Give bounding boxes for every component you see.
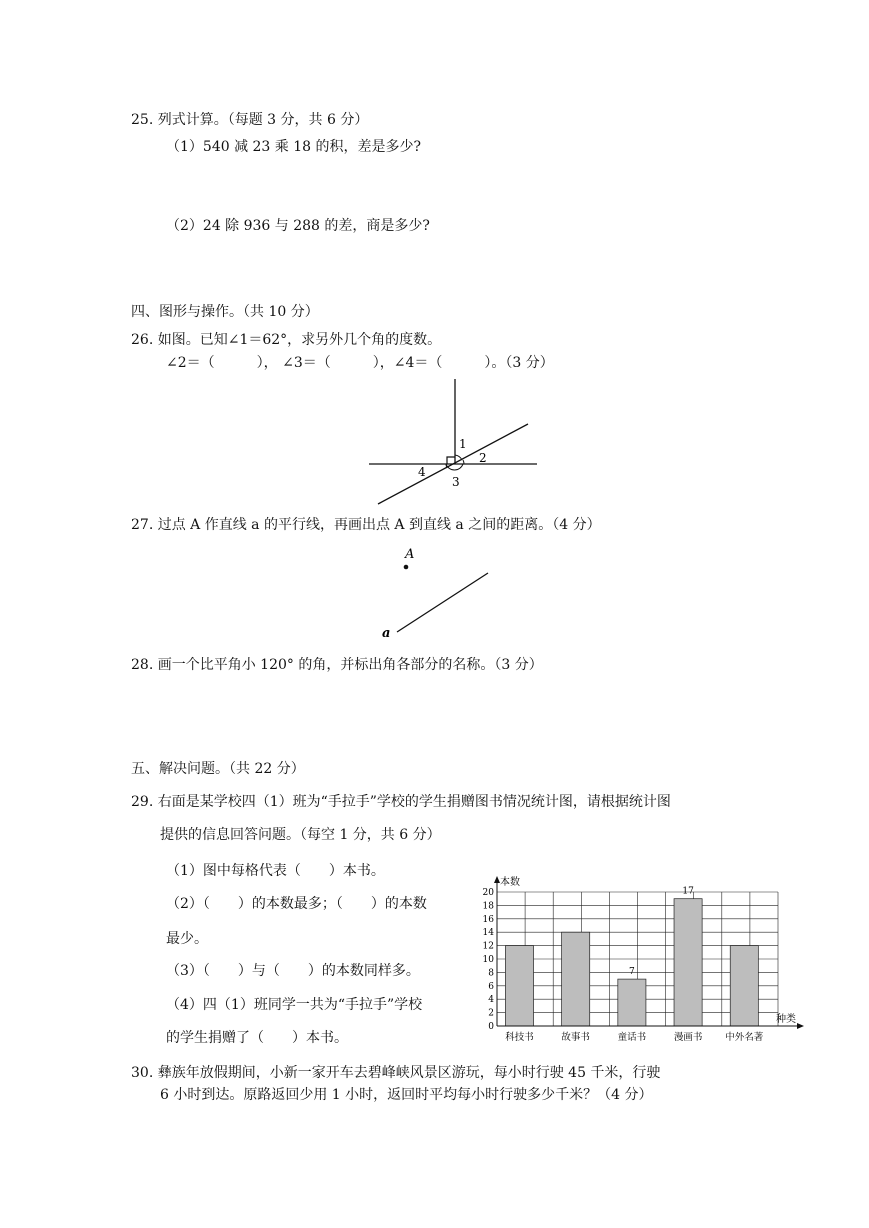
q30-line2: 6 小时到达。原路返回少用 1 小时，返回时平均每小时行驶多少千米？（4 分） (160, 1087, 653, 1103)
x-axis-label: 种类 (776, 1014, 796, 1025)
bar-3 (618, 979, 646, 1026)
y-tick-label: 4 (488, 995, 494, 1006)
angle-label-4: 4 (418, 465, 426, 479)
data-label: 17 (682, 886, 694, 897)
q27-title: 27. 过点 A 作直线 a 的平行线，再画出点 A 到直线 a 之间的距离。（4 分） (131, 517, 601, 533)
q29-sub1: （1）图中每格代表（ ）本书。 (166, 863, 385, 879)
bar-4 (674, 899, 702, 1026)
q30-line1: 30. 彝族年放假期间，小新一家开车去碧峰峡风景区游玩，每小时行驶 45 千米，行驶 (131, 1065, 661, 1081)
point-a-label: A (405, 547, 415, 562)
x-axis-arrow (797, 1023, 804, 1029)
angle-label-3: 3 (452, 475, 460, 489)
y-tick-label: 12 (482, 941, 494, 952)
y-tick-label: 14 (482, 928, 494, 939)
line-a (397, 573, 488, 632)
y-tick-label: 20 (482, 888, 494, 898)
q26-title: 26. 如图。已知∠1＝62°，求另外几个角的度数。 (131, 332, 442, 348)
x-tick-label: 漫画书 (673, 1032, 703, 1043)
book-donation-bar-chart (470, 872, 810, 1044)
q29-title: 29. 右面是某学校四（1）班为“手拉手”学校的学生捐赠图书情况统计图，请根据统计图 (131, 794, 671, 810)
q25-title: 25. 列式计算。（每题 3 分，共 6 分） (131, 112, 369, 128)
bar-5 (730, 946, 758, 1026)
y-tick-label: 16 (482, 914, 494, 925)
line-a-label: a (382, 626, 391, 641)
y-tick-label: 10 (482, 955, 494, 965)
q29-sub3: （3）（ ）与（ ）的本数同样多。 (166, 963, 420, 979)
q29-sub4-cont: 的学生捐赠了（ ）本书。 (166, 1030, 348, 1046)
angle-label-2: 2 (479, 451, 487, 465)
section5-title: 五、解决问题。（共 22 分） (131, 761, 305, 777)
y-tick-label: 0 (488, 1022, 494, 1032)
x-tick-label: 科技书 (505, 1032, 534, 1043)
q26-angle-figure (360, 375, 550, 510)
point-a (404, 565, 409, 570)
angle-label-1: 1 (459, 437, 467, 451)
data-label: 7 (629, 967, 635, 978)
x-tick-label: 中外名著 (725, 1032, 764, 1043)
chart-x-ticks (505, 1031, 764, 1043)
q27-figure (375, 540, 505, 645)
y-axis-label: 本数 (500, 877, 520, 888)
chart-y-ticks (483, 888, 495, 1032)
y-tick-label: 18 (482, 901, 494, 912)
q29-title-cont: 提供的信息回答问题。（每空 1 分，共 6 分） (160, 827, 441, 843)
y-tick-label: 2 (488, 1008, 494, 1019)
q29-sub4: （4）四（1）班同学一共为“手拉手”学校 (166, 997, 423, 1013)
bar-1 (505, 946, 533, 1026)
q29-sub2: （2）（ ）的本数最多；（ ）的本数 (166, 896, 427, 912)
bar-2 (562, 932, 590, 1026)
section4-title: 四、图形与操作。（共 10 分） (131, 304, 319, 320)
chart-bars (505, 899, 758, 1026)
y-tick-label: 8 (488, 968, 494, 979)
q25-part1: （1）540 减 23 乘 18 的积，差是多少? (166, 139, 422, 155)
x-tick-label: 故事书 (561, 1032, 590, 1043)
q25-part2: （2）24 除 936 与 288 的差，商是多少? (166, 218, 430, 234)
y-tick-label: 6 (488, 981, 494, 992)
q29-sub2-cont: 最少。 (166, 931, 208, 947)
q26-answer-line: ∠2＝（ ）， ∠3＝（ ），∠4＝（ ）。（3 分） (166, 355, 554, 371)
q28-title: 28. 画一个比平角小 120° 的角，并标出角各部分的名称。（3 分） (131, 657, 543, 673)
x-tick-label: 童话书 (617, 1032, 647, 1043)
